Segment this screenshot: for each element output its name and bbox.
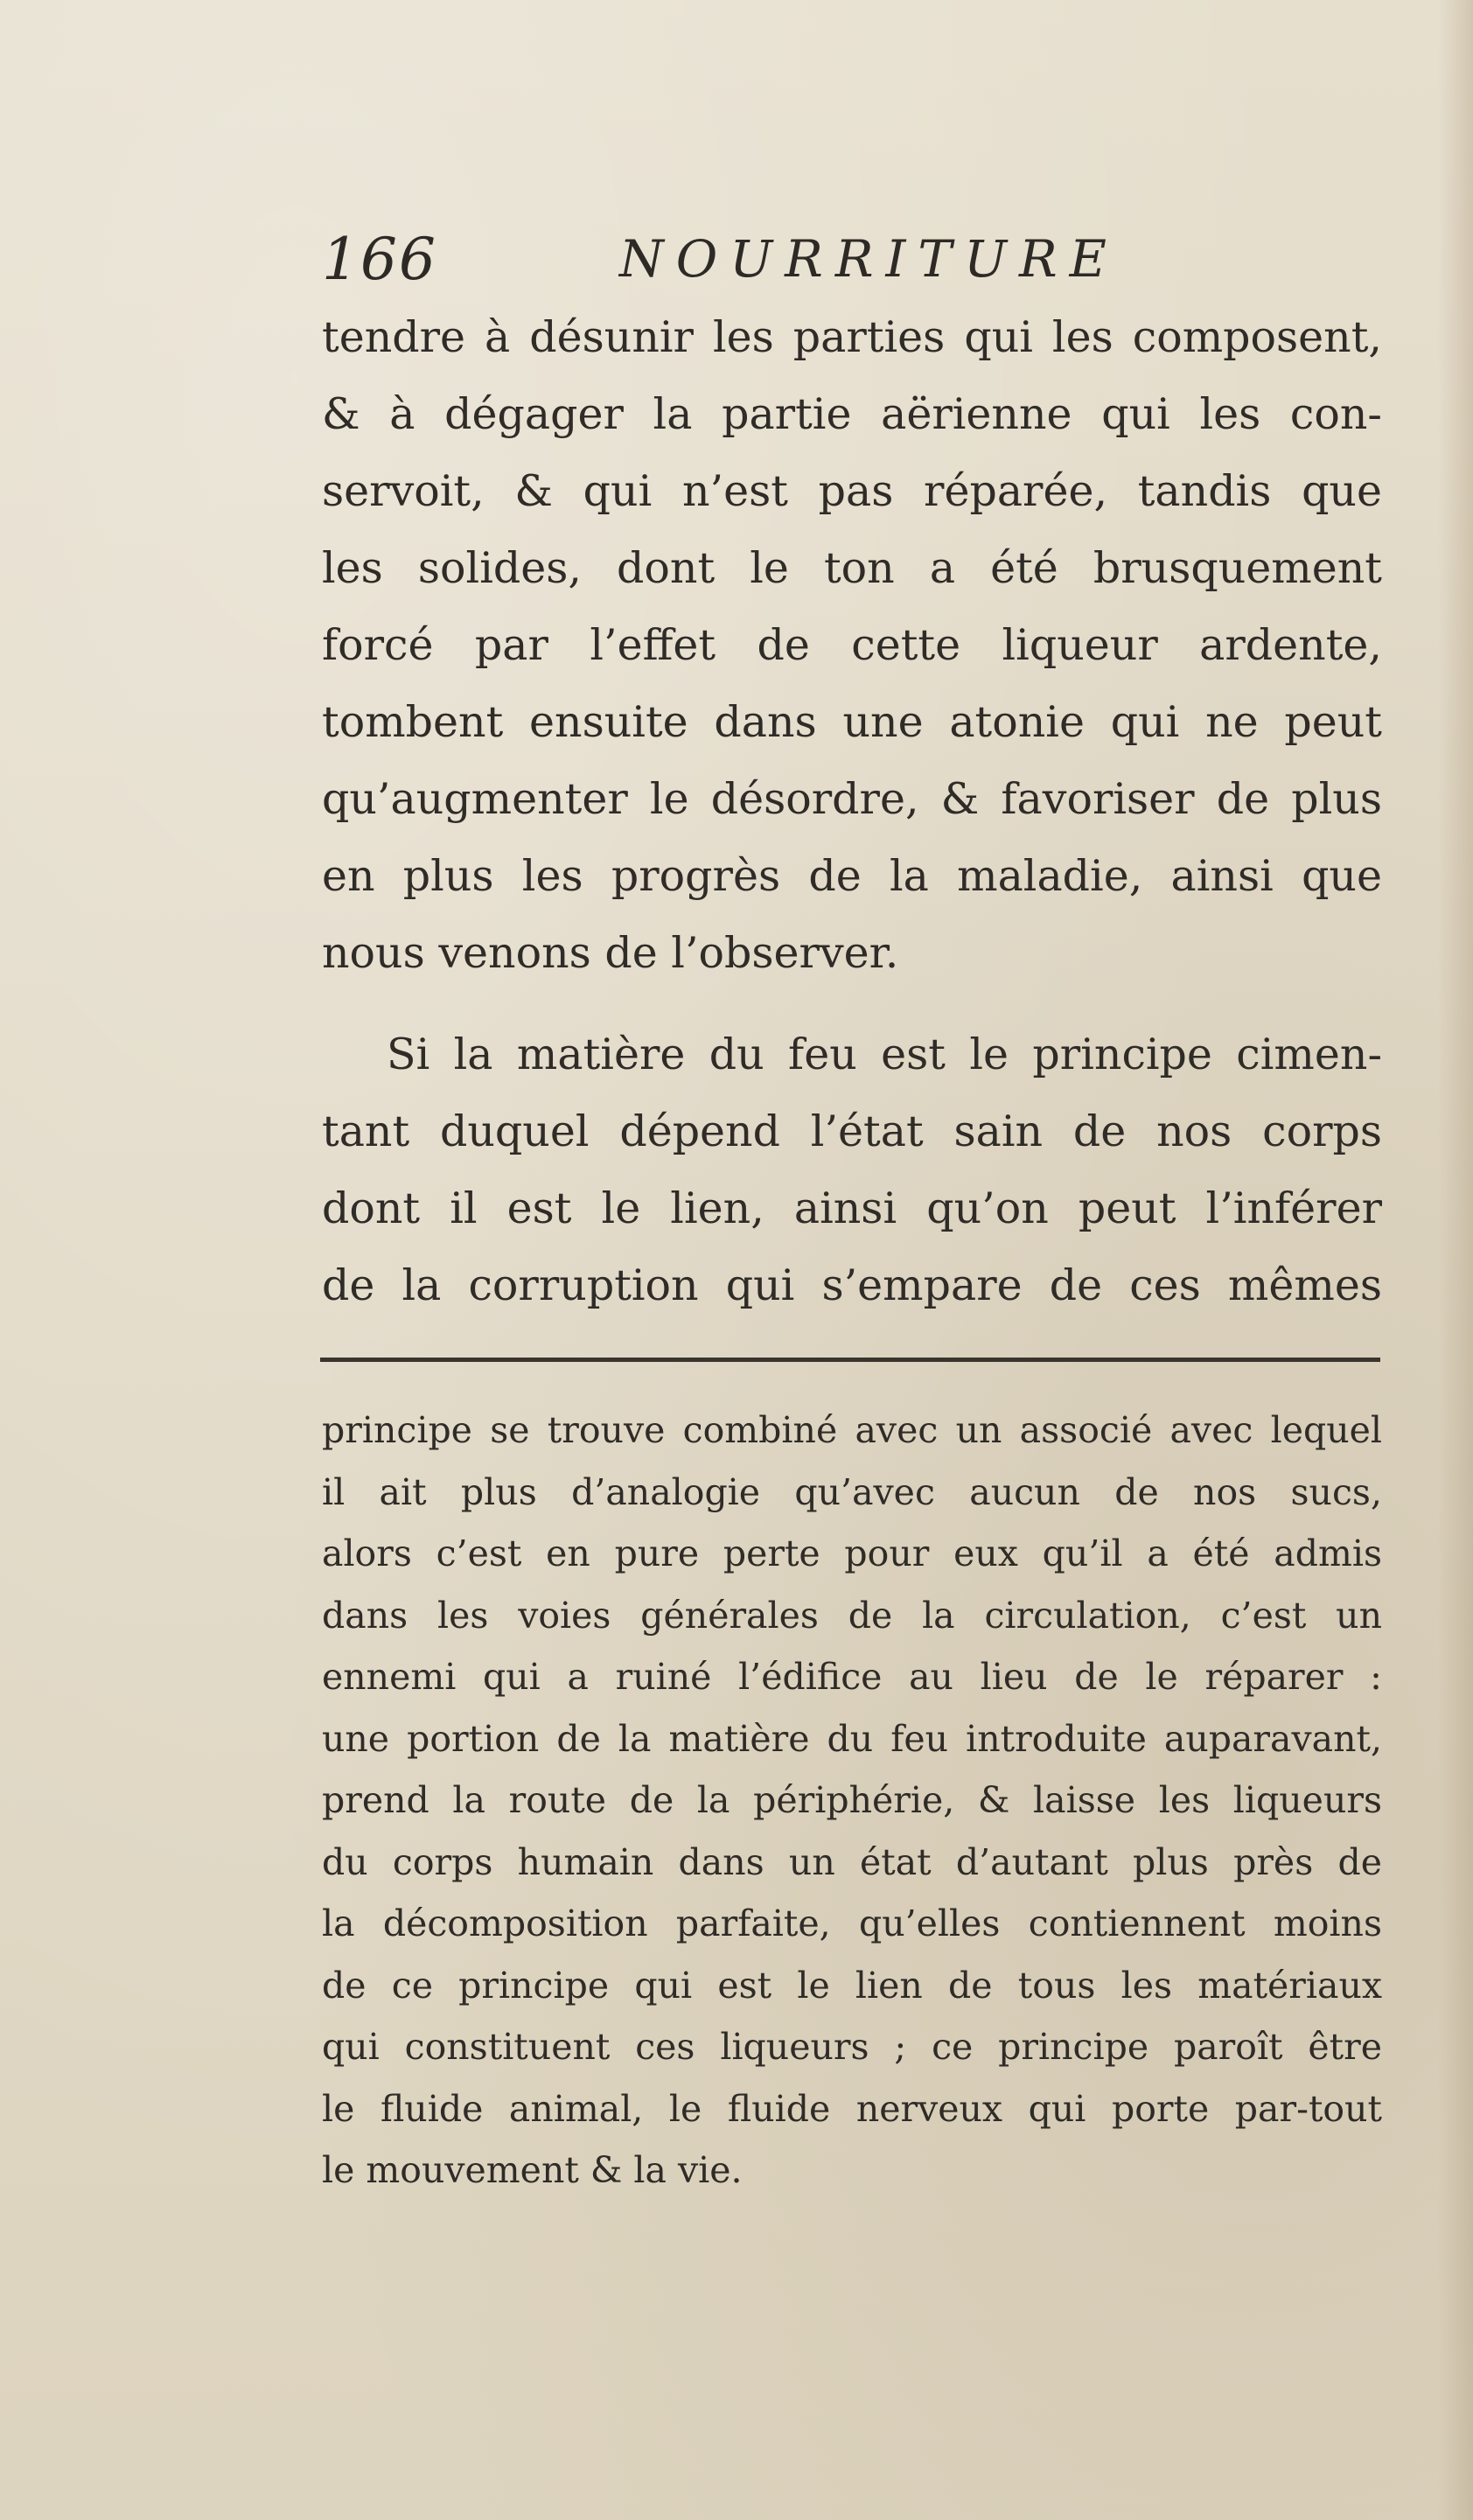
- footnote-line: la décomposition parfaite, qu’elles contiennent moins: [322, 1902, 1382, 1944]
- text-line: qu’augmenter le désordre, & favoriser de plus: [322, 774, 1382, 824]
- footnote-line: dans les voies générales de la circulation, c’est un: [322, 1594, 1382, 1637]
- footnote-line: qui constituent ces liqueurs ; ce principe paroît être: [322, 2026, 1382, 2068]
- footnote-line: il ait plus d’analogie qu’avec aucun de nos sucs,: [322, 1470, 1382, 1513]
- footnote: [322, 1400, 1382, 2202]
- footnote-line: une portion de la matière du feu introduite auparavant,: [322, 1717, 1382, 1760]
- text-line: forcé par l’effet de cette liqueur ardente,: [322, 620, 1382, 670]
- running-head: NOURRITURE: [619, 229, 1120, 289]
- footnote-rule: [320, 1358, 1380, 1362]
- text-line: tendre à désunir les parties qui les composent,: [322, 312, 1382, 362]
- text-line: Si la matière du feu est le principe cimen-: [387, 1030, 1382, 1079]
- footnote-line: le fluide animal, le fluide nerveux qui porte par-tout: [322, 2087, 1382, 2130]
- footnote-line: prend la route de la périphérie, & laisse les liqueurs: [322, 1779, 1382, 1821]
- page-header: [322, 226, 1120, 296]
- footnote-line: du corps humain dans un état d’autant plus près de: [322, 1840, 1382, 1883]
- footnote-line: alors c’est en pure perte pour eux qu’il a été admis: [322, 1532, 1382, 1574]
- text-line: nous venons de l’observer.: [322, 928, 899, 978]
- paragraph-gap: [322, 992, 1382, 1016]
- text-line: & à dégager la partie aërienne qui les con-: [322, 389, 1382, 439]
- text-line: en plus les progrès de la maladie, ainsi que: [322, 851, 1382, 901]
- page-number: 166: [322, 226, 437, 293]
- footnote-line: le mouvement & la vie.: [322, 2149, 743, 2191]
- text-line: tant duquel dépend l’état sain de nos corps: [322, 1106, 1382, 1156]
- footnote-line: de ce principe qui est le lien de tous les matériaux: [322, 1964, 1382, 2007]
- text-line: de la corruption qui s’empare de ces mêmes: [322, 1260, 1382, 1310]
- footnote-line: ennemi qui a ruiné l’édifice au lieu de le réparer :: [322, 1656, 1382, 1698]
- text-line: dont il est le lien, ainsi qu’on peut l’inférer: [322, 1183, 1382, 1233]
- footnote-line: principe se trouve combiné avec un associé avec lequel: [322, 1409, 1382, 1451]
- main-text: [322, 299, 1382, 1324]
- text-line: les solides, dont le ton a été brusquement: [322, 543, 1382, 593]
- page-edge-shadow: [1438, 0, 1473, 2520]
- text-line: tombent ensuite dans une atonie qui ne peut: [322, 697, 1382, 747]
- text-line: servoit, & qui n’est pas réparée, tandis que: [322, 466, 1382, 516]
